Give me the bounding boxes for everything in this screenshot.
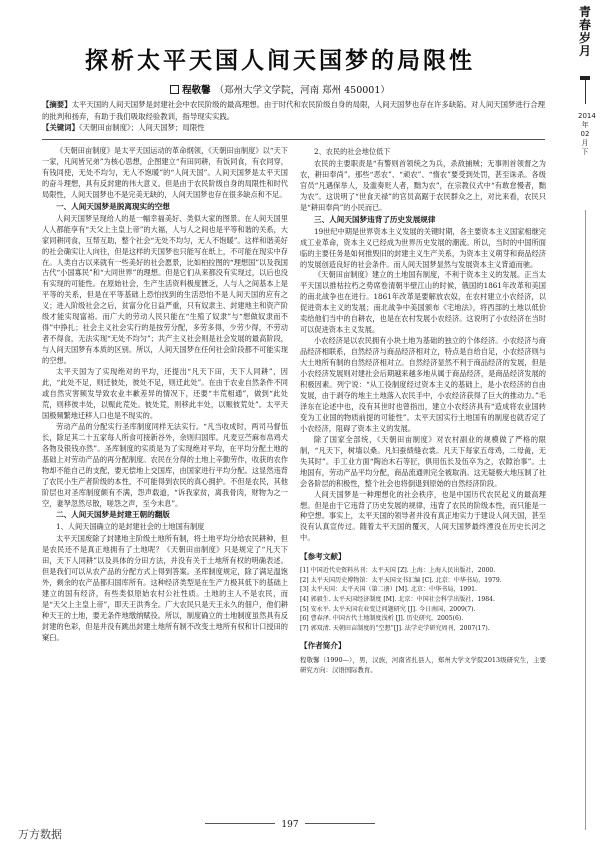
paragraph: 小农经济是以农民拥有小块土地为基础的独立的个体经济。小农经济与商品经济相联系，自然经济与商品经济相对立，特点是自给自足，小农经济则与大土地所有制的自然经济相对立。自然经济显然不利于商品经济的发展，但是小农经济发展则对建社会后期越来越多地从属于商品经济，是商品经济发展的积极因素。列宁说：“从工役制度经过资本主义的基础上，是小农经济的自由发展，由于剥夺的地主土地落入农民手中，小农经济获得了巨大的推动力。”毛泽东在论述中也，没有其世时也曾指出，建立小农经济具有“造成将农业国转变为工业国的物质前提的可能性”。太平天国实行土地国有的制度也就否定了小农经济，阻碍了资本主义的发展。 bbox=[300, 336, 546, 433]
paragraph: 《天朝田亩制度》建立的土地国有制度，不利于资本主义的发展。正当太平天国以推枯拉朽之势席卷清朝半壁江山的时候，俄国的1861年改革和美国的南北战争也在进行。1861年改革是要解放农奴，在农村建立小农经济，以促进资本主义的发展；南北战争中美国颁布《宅地法》，将西部的土地以低价卖给他们当中的自耕农，也是在农村发展小农经济。这说明了小农经济在当时可以促进资本主义发展。 bbox=[300, 270, 546, 335]
paragraph: 人间天国梦呈现给人的是一幅幸福美好、类似大家的图景。在人间天国里人人都能享有“天父上主皇上帝”的大福，人与人之间也是平等和谐的关系，大家同耕同食，互帮互助，整个社会“无处不均匀，无人不饱暖”。这样和谐美好的社会确实让人向往，但是这样的天国梦也只能写在纸上，不可能在现实中存在。人类自古以来就有一些美好的社会愿景，比如柏拉图的“理想国”以及我国古代“小国寡民”和“大同世界”的理想。但是它们从来都没有实现过，以后也没有实现的可能性。在原始社会，生产生活资料极度匮乏，人与人之间基本上是平等的关系，但是在平等基础上恐怕找到的生活恐怕不是人间天国的应有之义；进入阶级社会之后，贫富分化日益严重，只有奴隶主、封建地主和资产阶级才能实现富裕。而广大的劳动人民只能在“生殖了奴隶”与“想做奴隶而不得”中挣扎；社会主义社会实行的是按劳分配，多劳多得，少劳少得，不劳动者不得食，无法实现“无处不均匀”；共产主义社会则是社会发展的最高阶段，与人间天国梦有本质的区别。所以，人间天国梦在任何社会阶段都不可能实现的空想。 bbox=[42, 213, 288, 366]
sidebar-divider bbox=[585, 80, 586, 104]
sidebar-rule bbox=[585, 210, 586, 830]
author-bio: 程敬馨（1990—），男，汉族，河南省扎县人，郑州大学文学院2013级研究生，主要研究方向：汉语国际教育。 bbox=[300, 656, 546, 675]
keywords-label: 【关键词】 bbox=[42, 123, 79, 132]
journal-char: 岁 bbox=[578, 31, 591, 45]
subsection-heading: 2、农民的社会地位低下 bbox=[314, 147, 391, 156]
journal-char: 青 bbox=[578, 5, 591, 19]
journal-char: 月 bbox=[578, 44, 591, 58]
issue-date bbox=[578, 112, 596, 157]
journal-char: 春 bbox=[578, 18, 591, 32]
page-number-text: 197 bbox=[281, 820, 299, 830]
section-heading: 三、人间天国梦违背了历史发展规律 bbox=[314, 214, 436, 224]
page-number-rule bbox=[305, 823, 375, 824]
reference-item: [4] 郭毅生. 太平天国经济制度 [M]. 北京：中国社会科学出版社，1984. bbox=[300, 596, 495, 604]
paragraph: 太平天国废除了封建地主阶级土地所有制，将土地平均分给农民耕种，但是农民还不是真正地拥有了土地呢？《天朝田亩制度》只是规定了“凡天下田，天下人同耕”以及具体的分田方法，并没有关于土地所有权的明确表述。但是我们可以从农产品的分配方式上得到答案。圣库制度规定，除了满足温饱外，剩余的农产品都归国库所有。这种经济类型是在生产力极其低下的基础上建立的国有经济，有些类似原始农村公社性质。土地的主人不是农民，而是“天父上主皇上帝”，即天王洪秀全。广大农民只是天王永久的佃户，他们耕种天王的土地，要无条件地缴纳赋役。所以，制度确立的土地制度虽然具有反封建的色彩，但是并没有跳出封建土地所有制不改变土地所有权和计口授田的窠臼。 bbox=[42, 534, 288, 642]
author-name: 程敬馨 bbox=[182, 85, 211, 96]
abstract-text: 太平天国的人间天国梦是封建社会中农民阶级的最高理想。由于时代和农民阶级自身的局限，人间天国梦也存在许多缺陷。对人间天国梦进行合理的批判和扬弃，有助于我们吸取经验教训，指导现实实践。 bbox=[42, 100, 545, 121]
issue-part: 年 bbox=[581, 121, 589, 129]
subsection-heading: 1、人间天国确立的是封建社会的土地国有制度 bbox=[56, 522, 205, 532]
abstract bbox=[42, 99, 545, 122]
section-heading: 一、人间天国梦是脱离现实的空想 bbox=[56, 201, 170, 211]
keywords-text: 《天朝田亩制度》；人间天国梦；局限性 bbox=[78, 123, 205, 132]
reference-item: [1] 中国近代史资料丛刊：太平天国 [Z]. 上海：上海人民出版社，2000. bbox=[300, 567, 496, 575]
header-divider bbox=[42, 139, 545, 140]
abstract-label: 【摘要】 bbox=[42, 100, 72, 109]
keywords bbox=[42, 122, 545, 134]
reference-item: [2] 太平天国历史博物馆：太平天国文书汇编 [C]. 北京：中华书局，1979. bbox=[300, 576, 502, 584]
right-column bbox=[300, 146, 546, 675]
reference-item: [5] 安永平. 太平天国农业变迁问题研究 [J]. 今日南国，2009(7). bbox=[300, 605, 476, 613]
paragraph: 《天朝田亩制度》是太平天国运动的革命纲领，《天朝田亩制度》以“天下一家，凡间皆兄弟”为核心思想，企图建立“有田同耕，有饭同食，有衣同穿，有钱同使，无处不均匀，无人不饱暖”的“人间天国”。人间天国梦是太平天国的奋斗理想，具有反封建的伟大意义。但是由于农民阶级自身的局限性和时代局限性，人间天国梦也不是完美无缺的，人间天国梦也存在很多缺点和不足。 bbox=[42, 146, 288, 199]
reference-item: [6] 曹春泽. 中国古代土地制度浅析 [J]. 历史研究，2005(6). bbox=[300, 615, 464, 623]
wanfang-logo: 万方数据 bbox=[18, 828, 62, 841]
issue-part: 02 bbox=[580, 130, 590, 138]
paragraph: 人间天国梦是一种理想化的社会秩序，也是中国历代农民起义的最高理想。但是由于它违背了历史发展的规律，违背了农民的阶级本性，而只能是一种空想。事实上，太平天国的领导者并没有真正地实力于建设人间天国，甚至没有认真宣传过。随着太平天国的覆灭，人间天国梦最终湮没在历史长河之中。 bbox=[300, 489, 546, 543]
reference-item: [7] 郭双清. 天朝田亩制度的“空想”[J]. 法学史学研究周刊，2007(17). bbox=[300, 624, 490, 632]
paragraph: 除了国家全部统，《天朝田亩制度》对农村副业的规模做了严格的限制，“凡天下，树墙以桑。凡妇蚕绩缝衣裳。凡天下每家五母鸡，二母彘，无失其时”。手工业方面“陶冶木石等匠，俱用伍长及伍卒为之，农隙治事”。土地国有，劳动产品平均分配，商品流通则完全被取消。这无疑极大地压制了社会各阶层的积极性，整个社会也将倒退到原始的自然经济阶段。 bbox=[300, 434, 546, 488]
issue-part: 2014 bbox=[578, 112, 596, 120]
paragraph: 19世纪中期是世界资本主义发展的关键时期，各主要资本主义国家相继完成工业革命，资本主义已经成为世界历史发展的潮流。所以，当时的中国所面临的主要任务是如何推毁旧的封建主义生产关系，为资本主义萌芽和商品经济的发展创造良好的社会条件。而人间天国梦显然与发展资本主义背道而驰。 bbox=[300, 226, 546, 269]
article-title: 探析太平天国人间天国梦的局限性 bbox=[85, 48, 475, 74]
author-line bbox=[0, 82, 560, 96]
paragraph: 劳动产品的分配实行圣库制度同样无法实行。“凡当收成时，两司马督伍长，除足其二十五家每人所食可接新谷外，余则归国库。凡麦豆苎麻布帛鸡犬各物及银钱亦然”。圣库制度的实质是为了实现绝对平均，在平均分配土地的基础上对劳动产品的再分配制度。农民在分得的土地上辛勤劳作，收获的农作物却不能自己的支配，要无偿地上交国库，由国家进行平均分配。这显然违背了农民小生产者阶级的本性，不可能得到农民的真心拥护。不但是农民，其他阶层也对圣库制度颇有不满，怨声载道，“诉我家贫，离我骨肉，财物为之一空，妻孥忽然尽散，嗟怨之声，至今未息”。 bbox=[42, 421, 288, 508]
author-affiliation: （郑州大学文学院，河南 郑州 450001） bbox=[214, 85, 390, 96]
issue-part: 月 bbox=[581, 139, 589, 147]
page-number-rule bbox=[205, 823, 275, 824]
paragraph: 农民的主要职责是“有警则首领统之为兵，杀敌捕贼；无事则首领督之为农，耕田奉尚”。那些“恶农”、“顽农”、“惰农”要受到处罚，甚至诛杀。各级官员“凡遇保举人，及滥奏贬人者，黜为农”，在宗教仪式中“有敢怠慢者，黜为农”。这说明了“世食天禄”的官员高踞于农民群众之上，对比来看，农民只是“耕田奉尚”的小民而已。 bbox=[300, 158, 546, 212]
page-number bbox=[0, 820, 580, 830]
paragraph: 太平天国为了实现绝对的平均，还提出“凡天下田，天下人同耕”，因此，“此处不足，则迁彼处，彼处不足，则迁此处”。在由于农业自然条件不同或自然灾害频发导致农业丰歉差异的情况下，还要“丰荒相通”，做到“此处荒，则移彼丰处，以赈此荒处。彼处荒，则移此丰处，以赈彼荒处”。太平天国极频繁地迁移人口也是不现实的。 bbox=[42, 367, 288, 420]
abstract-block bbox=[42, 99, 545, 134]
section-heading: 二、人间天国梦是封建王朝的翻版 bbox=[56, 510, 170, 520]
journal-name bbox=[576, 6, 594, 58]
square-icon bbox=[170, 85, 179, 94]
author-bio-heading: 【作者简介】 bbox=[300, 641, 346, 651]
issue-part: 下 bbox=[581, 148, 589, 156]
journal-sidebar bbox=[570, 0, 600, 850]
reference-item: [3] 太平天国：太平天国（第二册）[M]. 北京：中华书局，1991. bbox=[300, 586, 477, 594]
references-heading: 【参考文献】 bbox=[300, 552, 346, 562]
left-column bbox=[42, 146, 288, 644]
